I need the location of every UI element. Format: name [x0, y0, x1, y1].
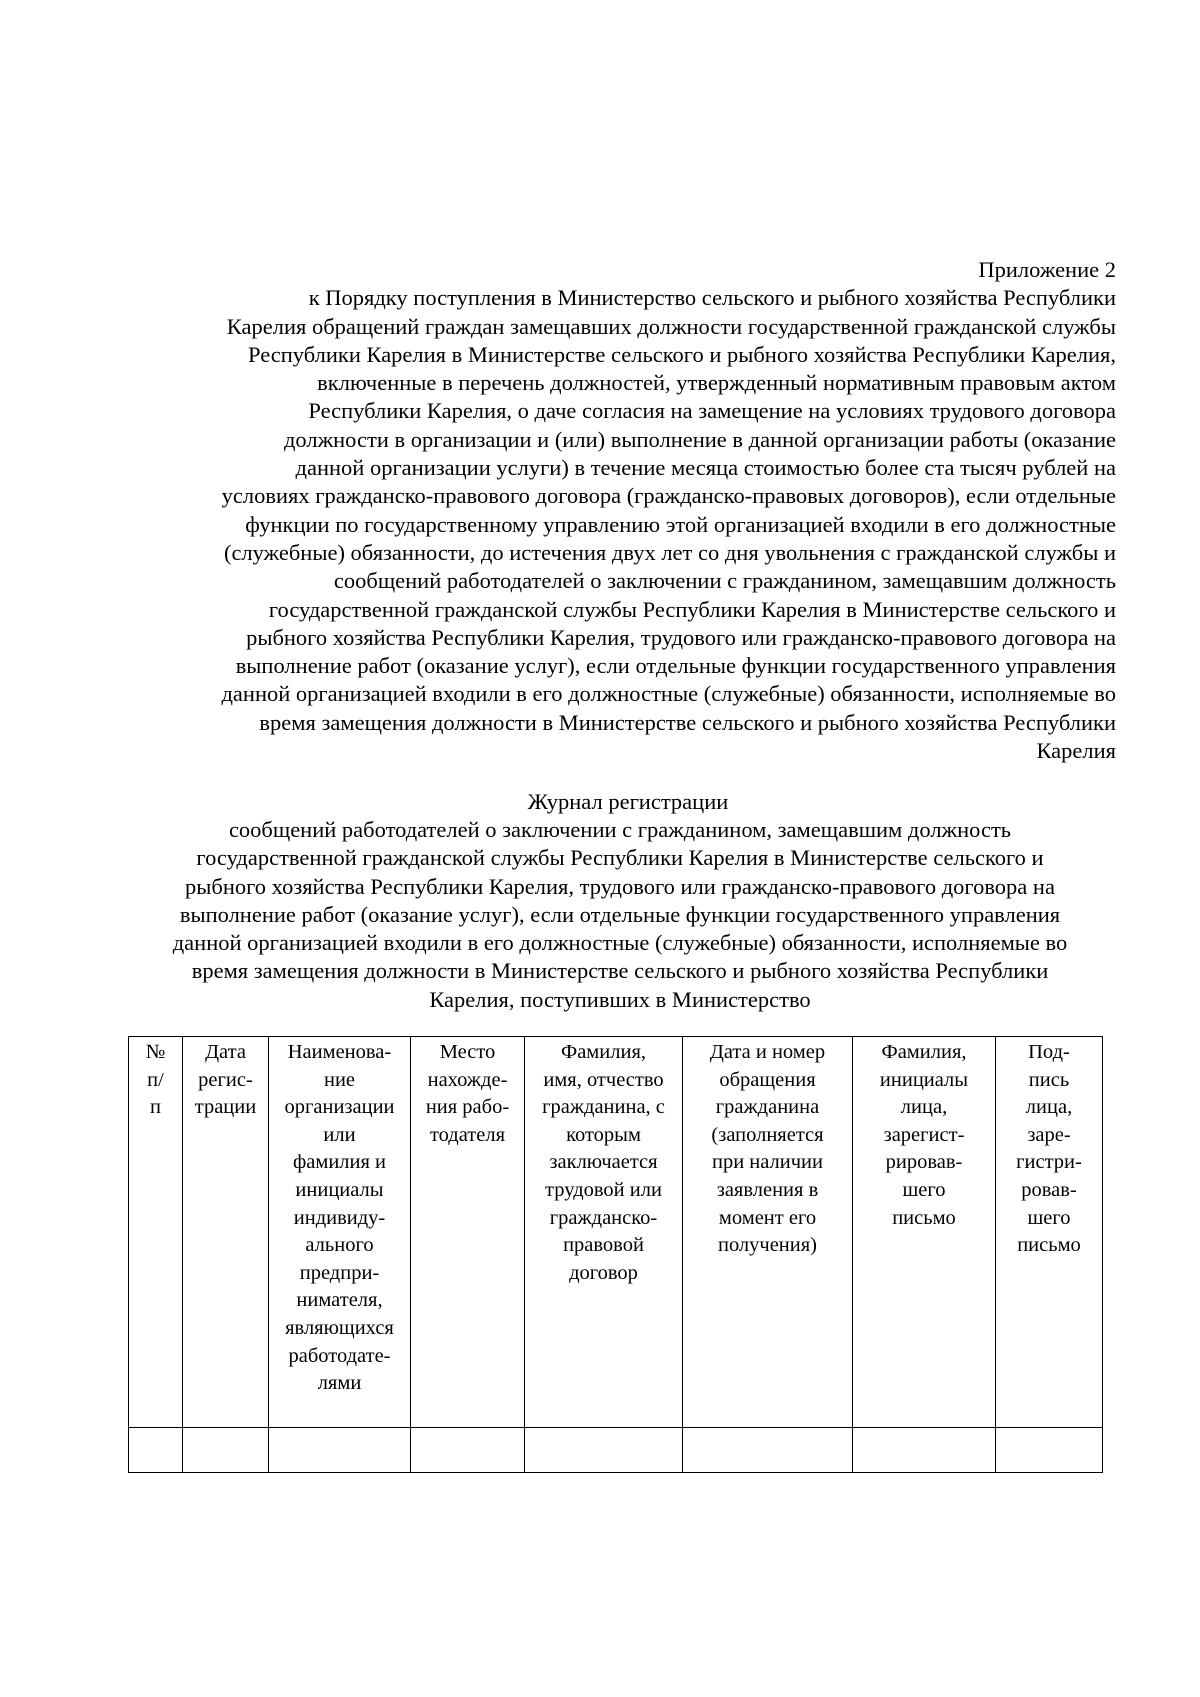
journal-line: рыбного хозяйства Республики Карелия, трудового или гражданско-правового договора на	[185, 873, 1055, 899]
appendix-line: данной организации услуги) в течение месяца стоимостью более ста тысяч рублей на	[295, 455, 1116, 481]
header-text: лями	[317, 1372, 362, 1395]
header-text: обращения	[719, 1068, 816, 1091]
header-text: гражданина	[715, 1096, 820, 1119]
header-text: шего	[1027, 1206, 1071, 1229]
header-text: Фамилия,	[881, 1041, 967, 1063]
appendix-line: Карелия	[1036, 738, 1116, 764]
header-text: гистри-	[1016, 1151, 1082, 1174]
header-text: которым	[566, 1123, 641, 1146]
header-text: лица,	[900, 1096, 948, 1119]
appendix-line: Приложение 2	[978, 257, 1116, 282]
header-text: ровав-	[1021, 1178, 1077, 1201]
header-text: организации	[284, 1096, 395, 1119]
header-text: ния рабо-	[425, 1096, 510, 1119]
header-text: Место	[439, 1041, 496, 1063]
header-text: №	[145, 1041, 166, 1063]
header-text: при наличии	[711, 1151, 824, 1174]
appendix-line: государственной гражданской службы Республики Карелия в Министерстве сельского и	[268, 596, 1116, 622]
table-cell	[683, 1428, 853, 1473]
header-text: получения)	[717, 1234, 818, 1257]
header-cell-appeal-date-number	[683, 1037, 853, 1428]
header-text: заключается	[549, 1151, 658, 1174]
header-text: письмо	[1017, 1234, 1081, 1257]
table-header-row	[129, 1037, 1103, 1428]
header-text: шего	[902, 1178, 946, 1201]
header-text: тодателя	[429, 1123, 506, 1146]
header-text: работодате-	[288, 1344, 391, 1367]
appendix-line: данной организацией входили в его должностные (служебные) обязанности, исполняемые во	[221, 681, 1116, 707]
table-cell	[183, 1428, 269, 1473]
header-text: индивиду-	[293, 1206, 386, 1229]
header-text: гражданско-	[549, 1206, 658, 1229]
header-cell-employer-name	[269, 1037, 411, 1428]
header-text: Дата	[205, 1041, 246, 1063]
header-text: нимателя,	[296, 1289, 383, 1312]
header-text: трации	[194, 1096, 257, 1119]
appendix-line: Карелия обращений граждан замещавших должности государственной гражданской службы	[226, 313, 1116, 339]
header-cell-registration-date	[183, 1037, 269, 1428]
header-text: п/	[147, 1068, 164, 1091]
appendix-line: выполнение работ (оказание услуг), если отдельные функции государственного управления	[235, 653, 1116, 679]
header-text: ние	[323, 1068, 356, 1091]
appendix-line: Республики Карелия в Министерстве сельского и рыбного хозяйства Республики Карелия,	[247, 341, 1116, 367]
header-text: Под-	[1028, 1041, 1070, 1063]
header-text: заре-	[1027, 1123, 1071, 1146]
header-text: лица,	[1025, 1096, 1073, 1119]
header-text: инициалы	[295, 1178, 384, 1201]
header-text: предпри-	[299, 1261, 380, 1284]
appendix-line: время замещения должности в Министерстве сельского и рыбного хозяйства Республики	[259, 709, 1116, 735]
header-text: пись	[1028, 1068, 1070, 1091]
header-text: момент его	[718, 1206, 817, 1229]
header-cell-citizen-name	[525, 1037, 683, 1428]
header-cell-registrar-name	[853, 1037, 996, 1428]
table-row	[129, 1428, 1103, 1473]
header-text: рировав-	[885, 1151, 963, 1174]
appendix-line: функции по государственному управлению этой организацией входили в его должностные	[245, 511, 1116, 537]
registration-table	[128, 1036, 1103, 1473]
header-text: Дата и номер	[709, 1041, 826, 1063]
appendix-line: (служебные) обязанности, до истечения двух лет со дня увольнения с гражданской службы и	[223, 539, 1116, 565]
journal-title: Журнал регистрации	[527, 789, 729, 814]
header-text: гражданина, с	[542, 1096, 665, 1119]
header-text: регис-	[198, 1068, 253, 1091]
appendix-line: сообщений работодателей о заключении с гражданином, замещавшим должность	[333, 568, 1116, 594]
header-text: нахожде-	[427, 1068, 508, 1091]
header-text: правовой	[563, 1234, 644, 1257]
header-text: Наименова-	[287, 1041, 392, 1063]
header-text: п	[150, 1096, 161, 1119]
header-text: письмо	[892, 1206, 956, 1229]
header-text: трудовой или	[545, 1178, 662, 1201]
header-cell-number	[129, 1037, 183, 1428]
journal-line: государственной гражданской службы Республики Карелия в Министерстве сельского и	[196, 845, 1044, 871]
journal-line: Карелия, поступивших в Министерство	[429, 986, 811, 1012]
journal-description	[120, 816, 1120, 1014]
header-text: ального	[305, 1234, 374, 1257]
header-text: зарегист-	[883, 1123, 965, 1146]
header-text: или	[323, 1123, 356, 1146]
table-cell	[411, 1428, 525, 1473]
table-cell	[853, 1428, 996, 1473]
header-text: инициалы	[879, 1068, 969, 1091]
appendix-line: должности в организации и (или) выполнение в данной организации работы (оказание	[283, 426, 1116, 452]
appendix-line: включенные в перечень должностей, утвержденный нормативным правовым актом	[317, 370, 1116, 396]
table-cell	[996, 1428, 1103, 1473]
journal-line: время замещения должности в Министерстве сельского и рыбного хозяйства Республики	[191, 958, 1049, 984]
header-text: фамилия и	[292, 1151, 387, 1174]
table-cell	[269, 1428, 411, 1473]
header-text: договор	[569, 1261, 638, 1284]
journal-line: данной организацией входили в его должностные (служебные) обязанности, исполняемые во	[172, 930, 1068, 956]
journal-line: выполнение работ (оказание услуг), если отдельные функции государственного управления	[179, 901, 1061, 927]
header-cell-employer-location	[411, 1037, 525, 1428]
header-text: имя, отчество	[543, 1068, 664, 1091]
appendix-header	[140, 256, 1116, 765]
appendix-line: Республики Карелия, о даче согласия на замещение на условиях трудового договора	[308, 398, 1116, 424]
header-text: заявления в	[716, 1178, 819, 1201]
journal-line: сообщений работодателей о заключении с гражданином, замещавшим должность	[228, 817, 1012, 842]
appendix-line: рыбного хозяйства Республики Карелия, трудового или гражданско-правового договора на	[246, 624, 1116, 650]
header-text: (заполняется	[711, 1123, 824, 1146]
header-text: являющихся	[285, 1316, 394, 1339]
appendix-line: к Порядку поступления в Министерство сельского и рыбного хозяйства Республики	[308, 285, 1116, 311]
appendix-line: условиях гражданско-правового договора (гражданско-правовых договоров), если отдельные	[221, 483, 1116, 509]
table-cell	[129, 1428, 183, 1473]
header-cell-registrar-signature	[996, 1037, 1103, 1428]
table-cell	[525, 1428, 683, 1473]
header-text: Фамилия,	[561, 1041, 646, 1063]
